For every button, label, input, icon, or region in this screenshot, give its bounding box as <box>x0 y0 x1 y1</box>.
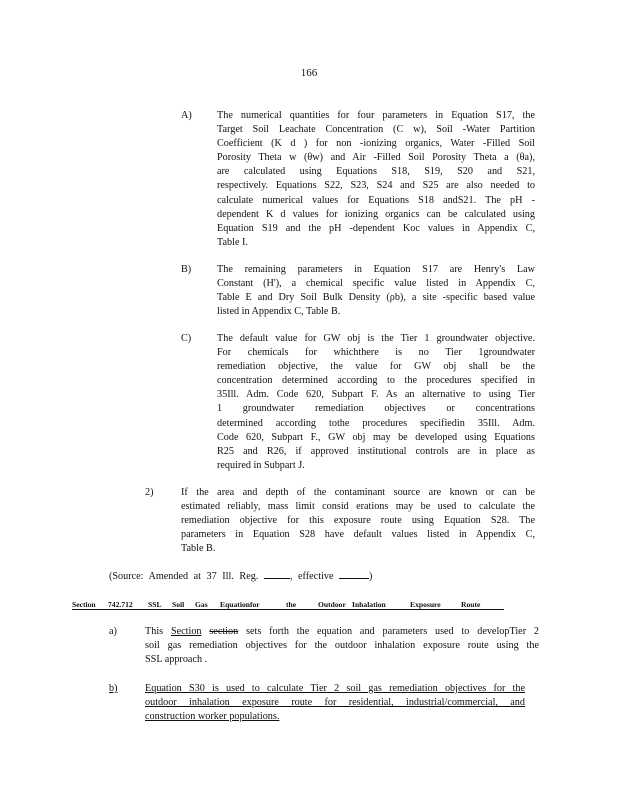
heading-word: SSL <box>148 600 162 609</box>
item-b-line: Table E and Dry Soil Bulk Density (ρb), a site -specific based value <box>217 292 535 304</box>
heading-word-section: Section <box>72 600 96 609</box>
deleted-text: section <box>209 626 239 637</box>
heading-word: Outdoor <box>318 600 346 609</box>
heading-word: Equationfor <box>220 600 260 609</box>
item-a-line: Porosity Theta w (θw) and Air -Filled Soil Porosity Theta a (θa), <box>217 152 535 164</box>
item-a-line: The numerical quantities for four parameters in Equation S17, the <box>217 110 535 121</box>
item-b-label: B) <box>181 264 192 275</box>
item-b-line: Constant (H'), a chemical specific value listed in Appendix C, <box>217 278 535 290</box>
item-a-line: Coefficient (K d ) for non -ionizing organics, Water -Filled Soil <box>217 138 535 150</box>
item-a-line: Target Soil Leachate Concentration (C w), Soil -Water Partition <box>217 124 535 136</box>
item-b-text <box>217 263 535 319</box>
item-a-line: respectively. Equations S22, S23, S24 and S25 are also needed to <box>217 180 535 192</box>
heading-word: Exposure <box>410 600 441 609</box>
item-a-text <box>217 109 535 250</box>
source-note-suffix: ) <box>369 571 373 582</box>
item-c-line: 35Ill. Adm. Code 620, Subpart F. As an alternative to using Tier <box>217 389 535 401</box>
source-note-middle: , effective <box>289 571 334 582</box>
item-c-line: concentration determined according to the procedures specified in <box>217 375 535 387</box>
sub-a-label: a) <box>109 626 117 637</box>
source-note-blank <box>339 568 369 579</box>
item-c-line: The default value for GW obj is the Tier 1 groundwater objective. <box>217 333 535 344</box>
item-c-line: remediation objective, the value for GW obj shall be the <box>217 361 535 373</box>
heading-section-number: 742.712 <box>108 600 133 609</box>
item-2-text <box>181 486 535 556</box>
sub-b-label: b) <box>109 683 118 694</box>
item-c-line: 1 groundwater remediation objectives or concentrations <box>217 403 535 415</box>
item-c-text <box>217 332 535 473</box>
heading-word: Gas <box>195 600 208 609</box>
source-note-prefix: (Source: Amended at 37 Ill. Reg. <box>109 571 259 582</box>
sub-a-line: soil gas remediation objectives for the outdoor inhalation exposure route using the <box>145 640 539 652</box>
item-b-line: listed in Appendix C, Table B. <box>217 306 341 318</box>
inserted-text: Section <box>170 626 202 637</box>
item-b-line: The remaining parameters in Equation S17 are Henry's Law <box>217 264 535 275</box>
item-2-line: estimated reliably, mass limit consid erations may be used to calculate the <box>181 501 535 513</box>
sub-a-this: This <box>145 626 164 637</box>
heading-word: Inhalation <box>352 600 386 609</box>
item-2-line: remediation objective for this exposure route using Equation S28. The <box>181 515 535 527</box>
source-note <box>109 568 372 584</box>
item-a-line: Equation S19 and the pH -dependent Koc values in Appendix C, <box>217 222 535 234</box>
heading-word: the <box>286 600 297 609</box>
item-c-line: For chemicals for whichthere is no Tier 1groundwater <box>217 347 535 359</box>
heading-word: Route <box>461 600 481 609</box>
source-note-blank <box>264 568 290 579</box>
item-a-label: A) <box>181 110 192 121</box>
heading-rule <box>72 609 504 610</box>
item-a-line: are calculated using Equations S18, S19, S20 and S21, <box>217 166 535 178</box>
sub-b-line: Equation S30 is used to calculate Tier 2 soil gas remediation objectives for the <box>145 683 525 694</box>
sub-a-line: SSL approach . <box>145 654 208 666</box>
sub-a-line <box>145 625 539 639</box>
item-2-line: parameters in Equation S28 have default values listed in Appendix C, <box>181 529 535 541</box>
item-a-line: Table I. <box>217 236 248 248</box>
heading-word: Soil <box>172 600 185 609</box>
sub-a-text <box>145 625 539 667</box>
item-a-line: calculate numerical values for Equations S18 andS21. The pH - <box>217 194 535 206</box>
item-c-line: Code 620, Subpart F., GW obj may be developed using Equations <box>217 431 535 443</box>
item-c-line: determined according tothe procedures specifiedin 35Ill. Adm. <box>217 417 535 429</box>
item-2-line: If the area and depth of the contaminant source are known or can be <box>181 487 535 498</box>
item-c-line: required in Subpart J. <box>217 459 305 471</box>
sub-a-line1-rest: sets forth the equation and parameters used to developTier 2 <box>246 626 540 637</box>
sub-b-text <box>145 682 525 724</box>
item-c-label: C) <box>181 333 192 344</box>
item-2-line: Table B. <box>181 543 216 555</box>
sub-b-line: construction worker populations. <box>145 711 280 723</box>
page-number: 166 <box>300 67 318 79</box>
item-c-line: R25 and R26, if approved institutional controls are in place as <box>217 445 535 457</box>
item-2-label: 2) <box>145 487 154 498</box>
sub-b-line: outdoor inhalation exposure route for residential, industrial/commercial, and <box>145 697 525 709</box>
item-a-line: dependent K d values for ionizing organics can be calculated using <box>217 208 535 220</box>
